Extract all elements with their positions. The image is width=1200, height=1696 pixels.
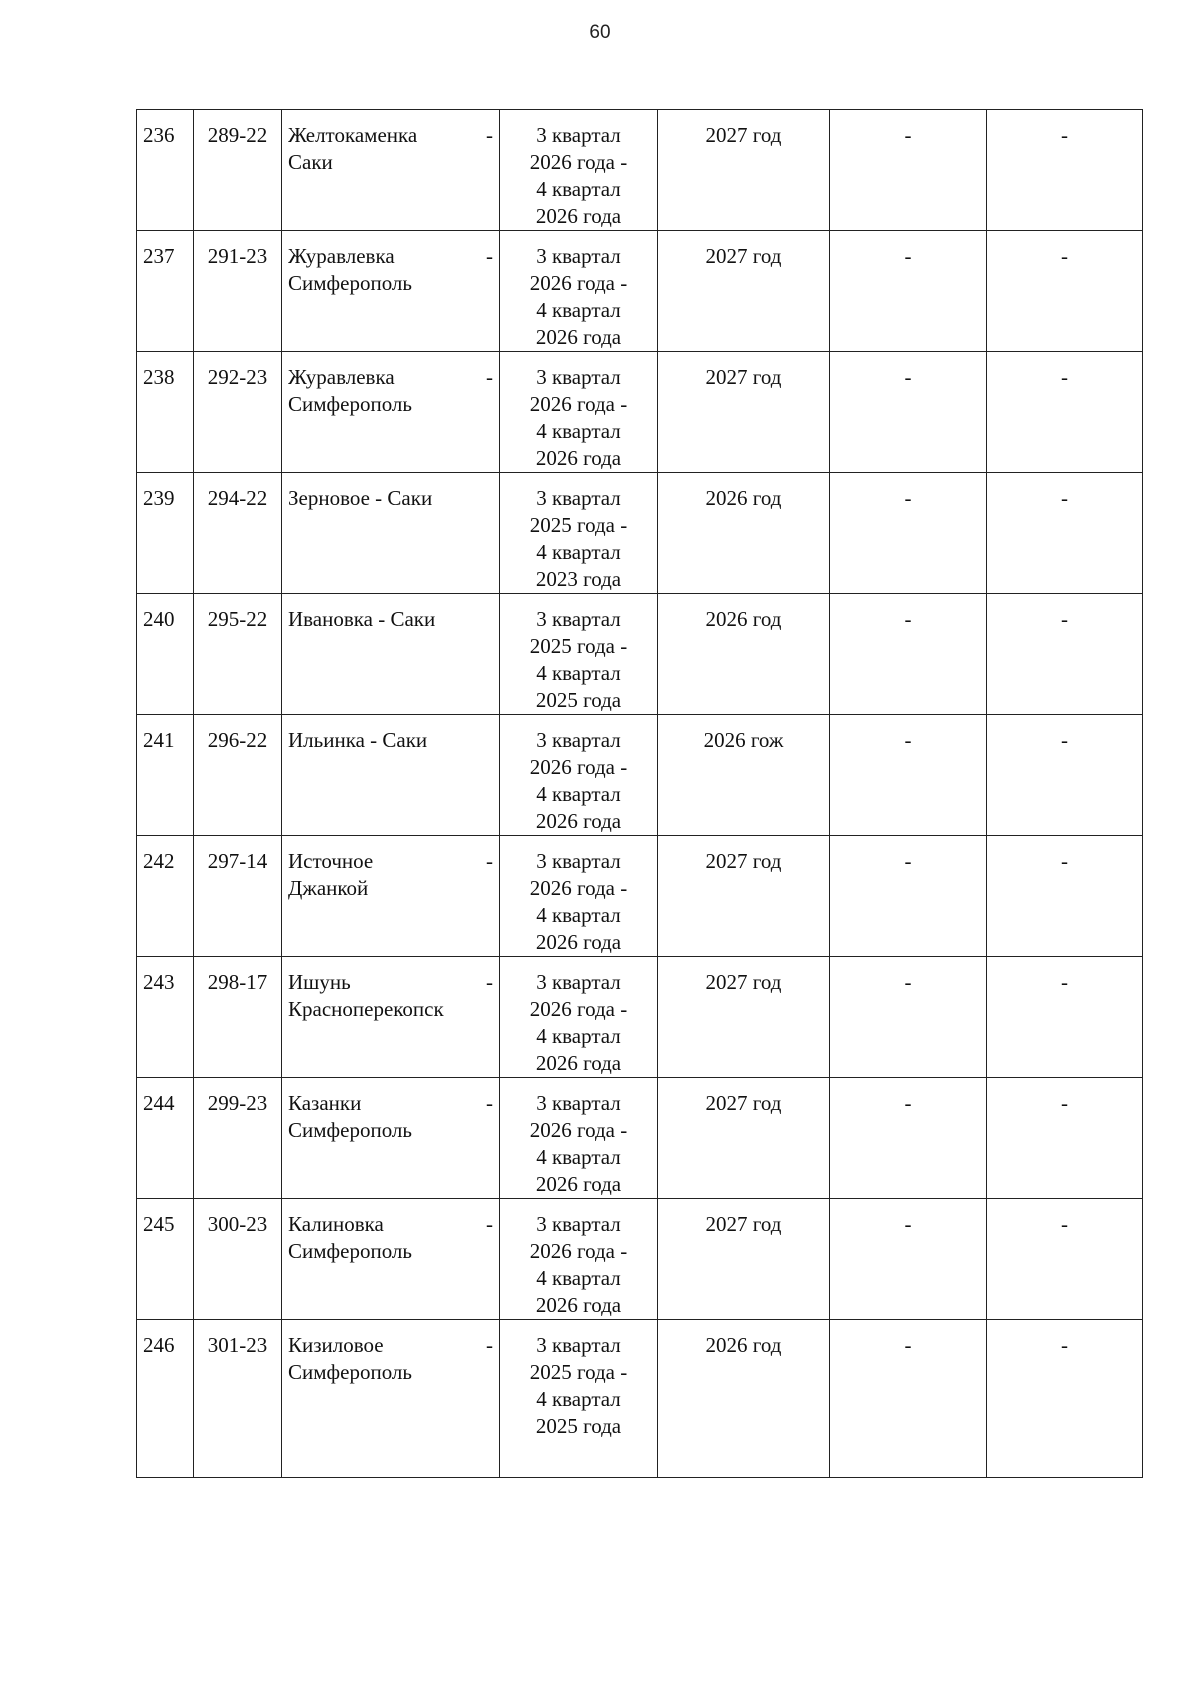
row-column-7-cell: -: [987, 1320, 1143, 1478]
row-year-cell: 2026 год: [658, 594, 830, 715]
route-name-start: Казанки: [288, 1091, 362, 1115]
route-name-dash: -: [486, 849, 493, 873]
row-column-7-cell: -: [987, 715, 1143, 836]
period-line: 4 квартал: [536, 1024, 621, 1048]
period-line: 2025 года: [535, 1414, 622, 1438]
period-line: 3 квартал: [536, 123, 621, 147]
period-line: 4 квартал: [536, 298, 621, 322]
row-year-cell: 2026 год: [658, 1320, 830, 1478]
route-name-dash: -: [486, 970, 493, 994]
period-line: 2025 года -: [529, 1360, 628, 1384]
route-name-line-1: [288, 364, 493, 391]
schedule-table: [136, 109, 1143, 1478]
table-row: [137, 1320, 1143, 1478]
route-name-start: Источное: [288, 849, 374, 873]
period-line: 2026 года: [535, 325, 622, 349]
period-line: 3 квартал: [536, 849, 621, 873]
row-column-7-cell: -: [987, 1199, 1143, 1320]
row-column-7-cell: -: [987, 352, 1143, 473]
row-number-cell: 242: [137, 836, 194, 957]
period-line: 4 квартал: [536, 782, 621, 806]
row-column-6-cell: -: [830, 715, 987, 836]
row-period-cell: [500, 1320, 658, 1478]
period-line: 3 квартал: [536, 728, 621, 752]
row-code-cell: 297-14: [194, 836, 282, 957]
row-route-name-cell: [282, 836, 500, 957]
row-period-cell: [500, 957, 658, 1078]
route-name-start: Желтокаменка: [288, 123, 418, 147]
period-line: 2026 года: [535, 446, 622, 470]
row-period-cell: [500, 836, 658, 957]
row-column-7-cell: -: [987, 957, 1143, 1078]
route-name-dash: -: [486, 244, 493, 268]
row-code-cell: 291-23: [194, 231, 282, 352]
row-column-6-cell: -: [830, 352, 987, 473]
row-number-cell: 240: [137, 594, 194, 715]
route-name-start: Зерновое - Саки: [288, 486, 433, 510]
period-line: 2026 года -: [529, 150, 628, 174]
route-name-end: Симферополь: [288, 1360, 412, 1384]
table-row: [137, 715, 1143, 836]
period-line: 4 квартал: [536, 903, 621, 927]
route-name-end: Симферополь: [288, 271, 412, 295]
period-line: 3 квартал: [536, 486, 621, 510]
period-line: 2026 года -: [529, 1239, 628, 1263]
row-route-name-cell: [282, 231, 500, 352]
period-line: 3 квартал: [536, 1333, 621, 1357]
period-line: 4 квартал: [536, 1387, 621, 1411]
route-name-line-1: [288, 606, 493, 633]
row-year-cell: 2027 год: [658, 110, 830, 231]
period-line: 4 квартал: [536, 1145, 621, 1169]
period-line: 3 квартал: [536, 244, 621, 268]
table-row: [137, 473, 1143, 594]
period-line: 4 квартал: [536, 540, 621, 564]
row-column-7-cell: -: [987, 1078, 1143, 1199]
row-code-cell: 299-23: [194, 1078, 282, 1199]
route-name-dash: -: [486, 1091, 493, 1115]
route-name-dash: -: [486, 365, 493, 389]
row-number-cell: 245: [137, 1199, 194, 1320]
row-route-name-cell: [282, 715, 500, 836]
period-line: 2026 года -: [529, 755, 628, 779]
page-number: 60: [589, 22, 611, 43]
row-route-name-cell: [282, 473, 500, 594]
row-route-name-cell: [282, 1078, 500, 1199]
period-line: 3 квартал: [536, 970, 621, 994]
route-name-end: Саки: [288, 150, 333, 174]
route-name-start: Журавлевка: [288, 365, 395, 389]
row-period-cell: [500, 1078, 658, 1199]
row-route-name-cell: [282, 594, 500, 715]
row-column-7-cell: -: [987, 110, 1143, 231]
row-code-cell: 296-22: [194, 715, 282, 836]
route-name-start: Калиновка: [288, 1212, 384, 1236]
row-route-name-cell: [282, 1320, 500, 1478]
route-name-line-1: [288, 1211, 493, 1238]
table-row: [137, 594, 1143, 715]
route-name-start: Ивановка - Саки: [288, 607, 436, 631]
row-column-6-cell: -: [830, 836, 987, 957]
table-row: [137, 1199, 1143, 1320]
period-line: 4 квартал: [536, 661, 621, 685]
period-line: 2026 года -: [529, 997, 628, 1021]
period-line: 2026 года: [535, 204, 622, 228]
row-code-cell: 295-22: [194, 594, 282, 715]
row-code-cell: 298-17: [194, 957, 282, 1078]
row-number-cell: 243: [137, 957, 194, 1078]
row-number-cell: 237: [137, 231, 194, 352]
route-name-start: Ильинка - Саки: [288, 728, 428, 752]
row-column-6-cell: -: [830, 957, 987, 1078]
row-column-7-cell: -: [987, 231, 1143, 352]
period-line: 2026 года: [535, 930, 622, 954]
period-line: 3 квартал: [536, 1091, 621, 1115]
period-line: 4 квартал: [536, 1266, 621, 1290]
row-route-name-cell: [282, 1199, 500, 1320]
route-name-line-1: [288, 485, 493, 512]
row-period-cell: [500, 1199, 658, 1320]
route-name-line-1: [288, 122, 493, 149]
row-year-cell: 2027 год: [658, 1199, 830, 1320]
route-name-end: Красноперекопск: [288, 997, 444, 1021]
row-column-6-cell: -: [830, 1078, 987, 1199]
row-period-cell: [500, 715, 658, 836]
route-name-line-1: [288, 1332, 493, 1359]
schedule-table-container: [136, 109, 1142, 1478]
period-line: 2023 года: [535, 567, 622, 591]
row-year-cell: 2026 год: [658, 473, 830, 594]
period-line: 2026 года: [535, 1172, 622, 1196]
row-route-name-cell: [282, 110, 500, 231]
row-code-cell: 292-23: [194, 352, 282, 473]
route-name-dash: -: [486, 123, 493, 147]
route-name-line-1: [288, 848, 493, 875]
period-line: 2026 года: [535, 1051, 622, 1075]
row-number-cell: 244: [137, 1078, 194, 1199]
row-code-cell: 289-22: [194, 110, 282, 231]
route-name-line-1: [288, 243, 493, 270]
row-column-7-cell: -: [987, 836, 1143, 957]
row-year-cell: 2027 год: [658, 836, 830, 957]
row-route-name-cell: [282, 957, 500, 1078]
row-column-6-cell: -: [830, 473, 987, 594]
route-name-line-1: [288, 969, 493, 996]
row-code-cell: 301-23: [194, 1320, 282, 1478]
row-year-cell: 2027 год: [658, 1078, 830, 1199]
period-line: 2026 года -: [529, 271, 628, 295]
period-line: 4 квартал: [536, 177, 621, 201]
route-name-start: Журавлевка: [288, 244, 395, 268]
row-code-cell: 300-23: [194, 1199, 282, 1320]
table-row: [137, 836, 1143, 957]
row-number-cell: 236: [137, 110, 194, 231]
period-line: 2025 года -: [529, 634, 628, 658]
period-line: 4 квартал: [536, 419, 621, 443]
row-number-cell: 241: [137, 715, 194, 836]
row-code-cell: 294-22: [194, 473, 282, 594]
period-line: 2025 года: [535, 688, 622, 712]
period-line: 2026 года: [535, 1293, 622, 1317]
row-year-cell: 2026 гож: [658, 715, 830, 836]
row-number-cell: 239: [137, 473, 194, 594]
period-line: 2025 года -: [529, 513, 628, 537]
row-column-6-cell: -: [830, 1320, 987, 1478]
row-column-6-cell: -: [830, 231, 987, 352]
table-row: [137, 957, 1143, 1078]
route-name-dash: -: [486, 1212, 493, 1236]
table-body: [137, 110, 1143, 1478]
row-column-6-cell: -: [830, 1199, 987, 1320]
period-line: 2026 года -: [529, 1118, 628, 1142]
route-name-dash: -: [486, 1333, 493, 1357]
row-number-cell: 238: [137, 352, 194, 473]
route-name-end: Симферополь: [288, 1239, 412, 1263]
row-number-cell: 246: [137, 1320, 194, 1478]
route-name-end: Симферополь: [288, 1118, 412, 1142]
period-line: 2026 года -: [529, 392, 628, 416]
route-name-line-1: [288, 1090, 493, 1117]
table-row: [137, 110, 1143, 231]
period-line: 3 квартал: [536, 607, 621, 631]
period-line: 3 квартал: [536, 365, 621, 389]
route-name-end: Джанкой: [288, 876, 369, 900]
row-column-6-cell: -: [830, 110, 987, 231]
route-name-start: Кизиловое: [288, 1333, 384, 1357]
table-row: [137, 352, 1143, 473]
row-period-cell: [500, 594, 658, 715]
row-year-cell: 2027 год: [658, 957, 830, 1078]
row-year-cell: 2027 год: [658, 352, 830, 473]
route-name-line-1: [288, 727, 493, 754]
table-row: [137, 1078, 1143, 1199]
row-year-cell: 2027 год: [658, 231, 830, 352]
row-period-cell: [500, 110, 658, 231]
row-route-name-cell: [282, 352, 500, 473]
period-line: 3 квартал: [536, 1212, 621, 1236]
row-column-6-cell: -: [830, 594, 987, 715]
period-line: 2026 года: [535, 809, 622, 833]
route-name-end: Симферополь: [288, 392, 412, 416]
period-line: 2026 года -: [529, 876, 628, 900]
row-period-cell: [500, 231, 658, 352]
row-period-cell: [500, 352, 658, 473]
table-row: [137, 231, 1143, 352]
row-column-7-cell: -: [987, 473, 1143, 594]
row-period-cell: [500, 473, 658, 594]
row-column-7-cell: -: [987, 594, 1143, 715]
route-name-start: Ишунь: [288, 970, 351, 994]
